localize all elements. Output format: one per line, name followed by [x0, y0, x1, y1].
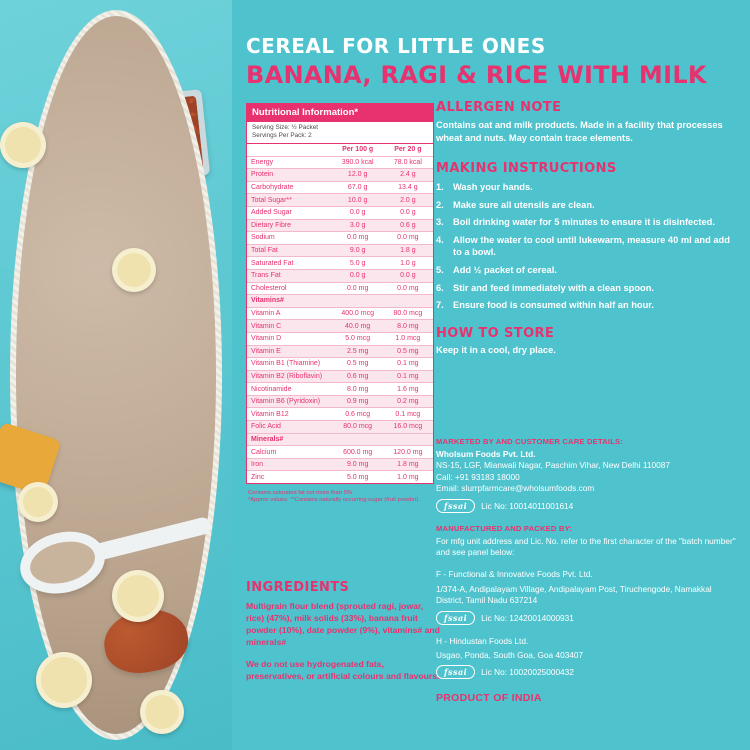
- nutrition-row-label: Vitamin E: [247, 345, 333, 358]
- marketed-call: Call: +91 93183 18000: [436, 471, 520, 482]
- nutrition-row-label: Vitamin D: [247, 332, 333, 345]
- headline-line1: CEREAL FOR LITTLE ONES: [246, 34, 546, 58]
- ingredients-note: We do not use hydrogenated fats, preservatives, or artificial colours and flavours.: [246, 659, 440, 681]
- manufactured-section: [436, 524, 736, 680]
- nutrition-row: [247, 446, 433, 459]
- nutrition-row: [247, 232, 433, 245]
- storage-title: HOW TO STORE: [436, 325, 555, 341]
- nutrition-per-100g: 600.0 mg: [333, 446, 383, 459]
- nutrition-row-label: Vitamin B1 (Thiamine): [247, 358, 333, 371]
- nutrition-row: [247, 471, 433, 483]
- nutrition-per-20g: 0.5 mg: [383, 345, 433, 358]
- nutrition-row: [247, 408, 433, 421]
- vitamins-section-header: Vitamins#: [247, 295, 433, 308]
- nutrition-row: [247, 244, 433, 257]
- nutrition-row-label: Cholesterol: [247, 282, 333, 295]
- nutrition-per-100g: 5.0 g: [333, 257, 383, 270]
- unit-name: F - Functional & Innovative Foods Pvt. Ltd.: [436, 569, 593, 580]
- marketed-license-row: [436, 499, 736, 513]
- ingredients-title: INGREDIENTS: [246, 580, 350, 595]
- nutrition-per-100g: 0.0 mg: [333, 232, 383, 245]
- company-details: [436, 437, 736, 704]
- nutrition-column-header: Per 20 g: [394, 146, 422, 154]
- nutrition-row: [247, 169, 433, 182]
- nutrition-per-100g: 40.0 mg: [333, 320, 383, 333]
- nutrition-row: [247, 206, 433, 219]
- nutrition-row-label: Protein: [247, 169, 333, 182]
- nutrition-per-20g: 0.0 g: [383, 269, 433, 282]
- label-content: [232, 0, 750, 750]
- making-instruction-step: Allow the water to cool until lukewarm, measure 40 ml and add to a bowl.: [453, 234, 730, 258]
- nutrition-per-100g: 0.0 g: [333, 269, 383, 282]
- nutrition-per-20g: 0.0 mg: [383, 232, 433, 245]
- manufactured-title: MANUFACTURED AND PACKED BY:: [436, 523, 573, 533]
- unit-license-row: [436, 665, 736, 679]
- banana-slice-image: [112, 248, 156, 292]
- nutrition-per-100g: 8.0 mg: [333, 383, 383, 396]
- nutrition-row-label: Dietary Fibre: [247, 219, 333, 232]
- headline-line2: BANANA, RAGI & RICE WITH MILK: [246, 61, 707, 89]
- nutrition-column-header: [247, 144, 333, 156]
- nutrition-row-label: Folic Acid: [247, 421, 333, 434]
- nutrition-per-100g: 390.0 kcal: [333, 156, 383, 169]
- nutrition-row: [247, 181, 433, 194]
- nutrition-per-20g: 80.0 mcg: [383, 307, 433, 320]
- nutrition-row: [247, 194, 433, 207]
- nutrition-title: Nutritional Information*: [252, 107, 359, 118]
- banana-slice-image: [140, 690, 184, 734]
- nutrition-row-label: Vitamin A: [247, 307, 333, 320]
- nutrition-row: [247, 320, 433, 333]
- nutrition-per-100g: 400.0 mcg: [333, 307, 383, 320]
- nutrition-table: [246, 103, 434, 484]
- allergen-title: ALLERGEN NOTE: [436, 100, 562, 115]
- nutrition-per-20g: 120.0 mg: [383, 446, 433, 459]
- nutrition-values-table: [247, 144, 433, 483]
- nutrition-per-100g: 5.0 mcg: [333, 332, 383, 345]
- nutrition-serving-info: [247, 122, 433, 144]
- nutrition-per-100g: 0.6 mcg: [333, 408, 383, 421]
- nutrition-row-label: Vitamin B12: [247, 408, 333, 421]
- nutrition-per-20g: 1.0 mg: [383, 471, 433, 483]
- nutrition-footnotes: [246, 487, 436, 505]
- making-instruction-step: Wash your hands.: [453, 182, 533, 192]
- nutrition-header-row: [247, 144, 433, 156]
- nutrition-section-row: [247, 295, 433, 308]
- nutrition-per-100g: 0.0 g: [333, 206, 383, 219]
- nutrition-per-20g: 0.1 mcg: [383, 408, 433, 421]
- ingredients-section: [246, 580, 442, 682]
- nutrition-row: [247, 307, 433, 320]
- nutrition-per-100g: 0.5 mg: [333, 358, 383, 371]
- nutrition-per-20g: 0.6 g: [383, 219, 433, 232]
- nutrition-per-20g: 1.6 mg: [383, 383, 433, 396]
- nutrition-row: [247, 156, 433, 169]
- nutrition-per-100g: 5.0 mg: [333, 471, 383, 483]
- storage-body: Keep it in a cool, dry place.: [436, 344, 556, 355]
- nutrition-row-label: Added Sugar: [247, 206, 333, 219]
- marketed-address: NS-15, LGF, Mianwali Nagar, Paschim Vihar, New Delhi 110087: [436, 460, 670, 471]
- unit-license-number: Lic No: 10020025000432: [481, 667, 574, 678]
- nutrition-row: [247, 358, 433, 371]
- nutrition-per-20g: 1.8 mg: [383, 458, 433, 471]
- unit-address: Usgao, Ponda, South Goa, Goa 403407: [436, 650, 584, 661]
- nutrition-per-20g: 78.0 kcal: [383, 156, 433, 169]
- product-photo-panel: [0, 0, 232, 750]
- nutrition-header: [247, 104, 433, 122]
- nutrition-row-label: Total Sugar**: [247, 194, 333, 207]
- nutrition-row: [247, 269, 433, 282]
- nutrition-per-20g: 0.0 g: [383, 206, 433, 219]
- nutrition-per-20g: 8.0 mg: [383, 320, 433, 333]
- nutrition-per-100g: 80.0 mcg: [333, 421, 383, 434]
- nutrition-footnote: Contains saturated fat not more than 5%.: [248, 490, 354, 496]
- nutrition-per-20g: 2.0 g: [383, 194, 433, 207]
- nutrition-row-label: Saturated Fat: [247, 257, 333, 270]
- marketed-license-number: Lic No: 10014011001614: [481, 500, 574, 511]
- nutrition-row: [247, 421, 433, 434]
- instructions-column: [436, 100, 736, 355]
- nutrition-column-header: Per 100 g: [342, 146, 374, 154]
- headline: [246, 34, 746, 89]
- nutrition-row-label: Energy: [247, 156, 333, 169]
- nutrition-row-label: Calcium: [247, 446, 333, 459]
- allergen-body: Contains oat and milk products. Made in a facility that processes wheat and nuts. May contain trace elements.: [436, 120, 723, 143]
- nutrition-row: [247, 219, 433, 232]
- nutrition-per-100g: 0.9 mg: [333, 395, 383, 408]
- marketed-title: MARKETED BY AND CUSTOMER CARE DETAILS:: [436, 437, 624, 446]
- nutrition-per-100g: 10.0 g: [333, 194, 383, 207]
- nutrition-row-label: Nicotinamide: [247, 383, 333, 396]
- nutrition-per-20g: 16.0 mcg: [383, 421, 433, 434]
- nutrition-per-100g: 9.0 g: [333, 244, 383, 257]
- nutrition-per-100g: 0.0 mg: [333, 282, 383, 295]
- nutrition-row-label: Iron: [247, 458, 333, 471]
- making-instruction-step: Stir and feed immediately with a clean spoon.: [453, 282, 654, 293]
- nutrition-row-label: Zinc: [247, 471, 333, 483]
- making-instruction-step: Ensure food is consumed within half an hour.: [453, 300, 654, 311]
- fssai-logo-icon: fssai: [436, 611, 475, 625]
- making-instruction-step: Make sure all utensils are clean.: [453, 199, 595, 210]
- banana-slice-image: [112, 570, 164, 622]
- nutrition-per-20g: 1.8 g: [383, 244, 433, 257]
- fssai-logo-icon: fssai: [436, 499, 475, 513]
- nutrition-per-20g: 2.4 g: [383, 169, 433, 182]
- nutrition-row: [247, 257, 433, 270]
- nutrition-footnote: *Approx values. **Contains naturally occurring sugar (fruit powder).: [248, 497, 421, 504]
- nutrition-row: [247, 395, 433, 408]
- banana-slice-image: [18, 482, 58, 522]
- nutrition-per-100g: 12.0 g: [333, 169, 383, 182]
- ingredients-body: Multigrain flour blend (sprouted ragi, jowar, rice) (47%), milk solids (33%), banana fruit powder (10%), date powder (9%), vitamins# and minerals#: [246, 601, 440, 647]
- nutrition-row-label: Total Fat: [247, 244, 333, 257]
- nutrition-row-label: Vitamin B2 (Riboflavin): [247, 370, 333, 383]
- making-instructions-title: MAKING INSTRUCTIONS: [436, 161, 617, 176]
- nutrition-per-20g: 0.0 mg: [383, 282, 433, 295]
- nutrition-per-100g: 2.5 mg: [333, 345, 383, 358]
- marketed-body: [436, 449, 736, 495]
- nutrition-section-row: [247, 433, 433, 446]
- nutrition-row: [247, 282, 433, 295]
- fssai-logo-icon: fssai: [436, 665, 475, 679]
- nutrition-per-100g: 0.6 mg: [333, 370, 383, 383]
- nutrition-per-100g: 67.0 g: [333, 181, 383, 194]
- nutrition-row-label: Trans Fat: [247, 269, 333, 282]
- manufactured-note: For mfg unit address and Lic. No. refer to the first character of the "batch number" and see panel below:: [436, 535, 736, 558]
- banana-slice-image: [0, 122, 46, 168]
- nutrition-per-100g: 9.0 mg: [333, 458, 383, 471]
- unit-license-row: [436, 611, 736, 625]
- nutrition-per-100g: 3.0 g: [333, 219, 383, 232]
- minerals-section-header: Minerals#: [247, 433, 433, 446]
- making-instruction-step: Add ½ packet of cereal.: [453, 264, 557, 275]
- manufacturing-unit: [436, 569, 736, 624]
- marketed-company: Wholsum Foods Pvt. Ltd.: [436, 449, 536, 459]
- unit-address: 1/374-A, Andipalayam Village, Andipalayam Post, Tiruchengode, Namakkal District, Tamil Nadu 637214: [436, 583, 712, 606]
- making-instructions-list: [436, 181, 736, 312]
- nutrition-per-20g: 13.4 g: [383, 181, 433, 194]
- making-instruction-step: Boil drinking water for 5 minutes to ensure it is disinfected.: [453, 217, 715, 228]
- nutrition-row-label: Carbohydrate: [247, 181, 333, 194]
- servings-per-pack: Servings Per Pack: 2: [252, 132, 312, 139]
- nutrition-per-20g: 0.1 mg: [383, 370, 433, 383]
- nutrition-row: [247, 370, 433, 383]
- nutrition-row-label: Vitamin B6 (Pyridoxin): [247, 395, 333, 408]
- marketed-email[interactable]: Email: slurrpfarmcare@wholsumfoods.com: [436, 483, 595, 494]
- unit-license-number: Lic No: 12420014000931: [481, 612, 574, 623]
- banana-slice-image: [36, 652, 92, 708]
- serving-size: Serving Size: ½ Packet: [252, 124, 319, 131]
- nutrition-row: [247, 332, 433, 345]
- product-of-india: PRODUCT OF INDIA: [436, 692, 542, 705]
- nutrition-row-label: Sodium: [247, 232, 333, 245]
- nutrition-row: [247, 345, 433, 358]
- manufacturing-unit: [436, 636, 736, 680]
- nutrition-per-20g: 1.0 g: [383, 257, 433, 270]
- nutrition-per-20g: 1.0 mcg: [383, 332, 433, 345]
- nutrition-row: [247, 383, 433, 396]
- unit-name: H - Hindustan Foods Ltd.: [436, 635, 529, 646]
- nutrition-row: [247, 458, 433, 471]
- nutrition-per-20g: 0.1 mg: [383, 358, 433, 371]
- nutrition-per-20g: 0.2 mg: [383, 395, 433, 408]
- nutrition-row-label: Vitamin C: [247, 320, 333, 333]
